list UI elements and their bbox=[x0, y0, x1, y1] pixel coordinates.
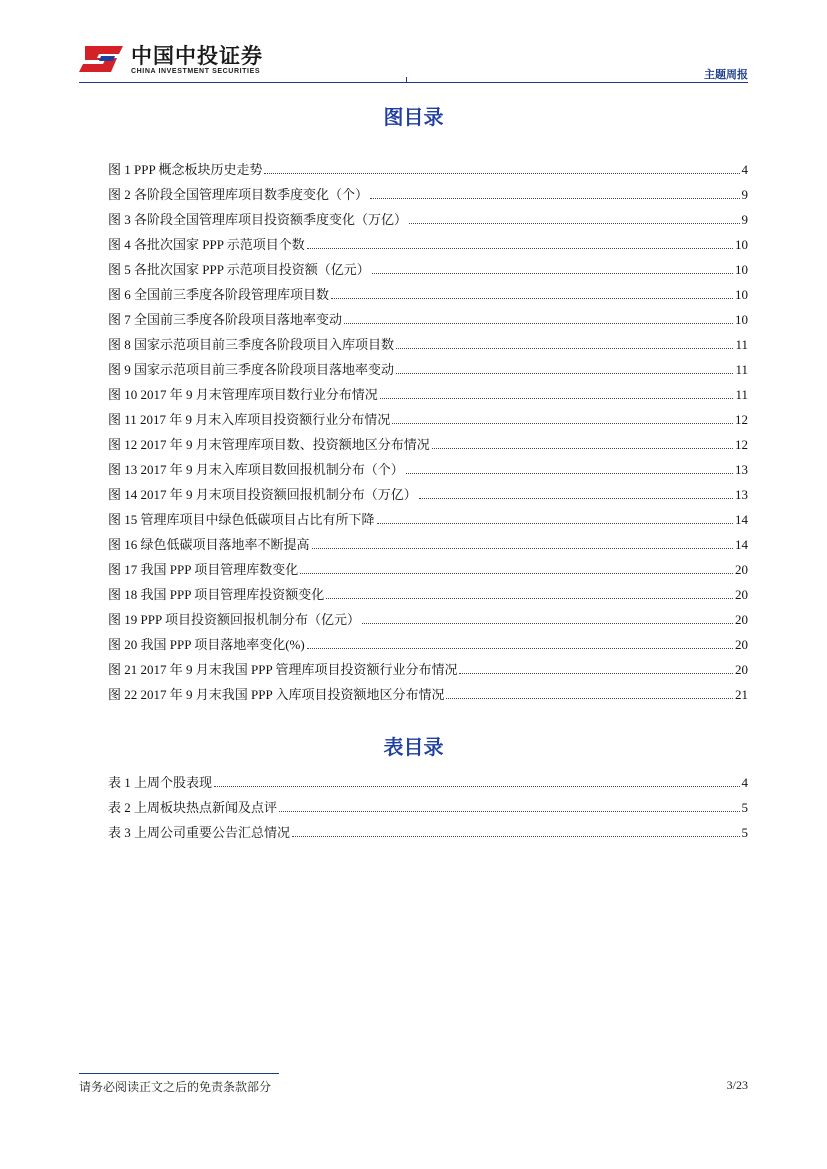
figure-index-entry[interactable] bbox=[108, 482, 748, 507]
entry-page-number: 9 bbox=[741, 212, 748, 227]
header-divider-tick bbox=[406, 77, 407, 82]
entry-label: 图 21 2017 年 9 月末我国 PPP 管理库项目投资额行业分布情况 bbox=[108, 662, 458, 677]
figure-index-entry[interactable] bbox=[108, 232, 748, 257]
entry-page-number: 12 bbox=[735, 412, 748, 427]
entry-label: 图 13 2017 年 9 月末入库项目数回报机制分布（个） bbox=[108, 462, 404, 477]
table-index-entry[interactable] bbox=[108, 770, 748, 795]
entry-page-number: 14 bbox=[735, 512, 748, 527]
header-divider bbox=[79, 82, 748, 83]
entry-label: 图 11 2017 年 9 月末入库项目投资额行业分布情况 bbox=[108, 412, 391, 427]
footer-disclaimer: 请务必阅读正文之后的免责条款部分 bbox=[79, 1080, 272, 1094]
entry-label: 图 20 我国 PPP 项目落地率变化(%) bbox=[108, 637, 305, 652]
entry-label: 图 15 管理库项目中绿色低碳项目占比有所下降 bbox=[108, 512, 375, 527]
figure-index-entry[interactable] bbox=[108, 182, 748, 207]
figure-index-list bbox=[108, 157, 748, 707]
dot-leader bbox=[396, 347, 733, 349]
entry-page-number: 11 bbox=[735, 362, 748, 377]
table-index-title: 表目录 bbox=[383, 735, 444, 759]
figure-index-entry[interactable] bbox=[108, 582, 748, 607]
logo-english-name: CHINA INVESTMENT SECURITIES bbox=[131, 68, 261, 75]
dot-leader bbox=[459, 672, 733, 674]
figure-index-entry[interactable] bbox=[108, 432, 748, 457]
dot-leader bbox=[326, 597, 733, 599]
entry-label: 图 22 2017 年 9 月末我国 PPP 入库项目投资额地区分布情况 bbox=[108, 687, 445, 702]
figure-index-entry[interactable] bbox=[108, 357, 748, 382]
entry-label: 图 19 PPP 项目投资额回报机制分布（亿元） bbox=[108, 612, 360, 627]
entry-page-number: 9 bbox=[741, 187, 748, 202]
entry-label: 图 10 2017 年 9 月末管理库项目数行业分布情况 bbox=[108, 387, 378, 402]
figure-index-entry[interactable] bbox=[108, 457, 748, 482]
dot-leader bbox=[380, 397, 734, 399]
figure-index-entry[interactable] bbox=[108, 157, 748, 182]
logo-mark-icon bbox=[79, 44, 125, 74]
entry-page-number: 11 bbox=[735, 387, 748, 402]
entry-label: 表 3 上周公司重要公告汇总情况 bbox=[108, 825, 291, 840]
dot-leader bbox=[362, 622, 733, 624]
entry-label: 图 3 各阶段全国管理库项目投资额季度变化（万亿） bbox=[108, 212, 408, 227]
entry-label: 图 1 PPP 概念板块历史走势 bbox=[108, 162, 263, 177]
entry-label: 图 14 2017 年 9 月末项目投资额回报机制分布（万亿） bbox=[108, 487, 417, 502]
entry-page-number: 4 bbox=[741, 162, 748, 177]
figure-index-entry[interactable] bbox=[108, 407, 748, 432]
dot-leader bbox=[300, 572, 733, 574]
dot-leader bbox=[377, 522, 733, 524]
entry-page-number: 20 bbox=[735, 637, 748, 652]
figure-index-entry[interactable] bbox=[108, 682, 748, 707]
dot-leader bbox=[392, 422, 733, 424]
entry-page-number: 12 bbox=[735, 437, 748, 452]
entry-page-number: 10 bbox=[735, 237, 748, 252]
entry-page-number: 11 bbox=[735, 337, 748, 352]
footer-page-number: 3/23 bbox=[726, 1078, 748, 1092]
figure-index-title: 图目录 bbox=[383, 105, 444, 129]
dot-leader bbox=[344, 322, 733, 324]
entry-label: 图 17 我国 PPP 项目管理库数变化 bbox=[108, 562, 299, 577]
dot-leader bbox=[292, 835, 739, 837]
dot-leader bbox=[406, 472, 733, 474]
entry-label: 表 2 上周板块热点新闻及点评 bbox=[108, 800, 278, 815]
entry-label: 图 8 国家示范项目前三季度各阶段项目入库项目数 bbox=[108, 337, 395, 352]
figure-index-entry[interactable] bbox=[108, 657, 748, 682]
entry-page-number: 10 bbox=[735, 262, 748, 277]
table-index-entry[interactable] bbox=[108, 795, 748, 820]
table-index-list bbox=[108, 770, 748, 845]
entry-page-number: 5 bbox=[741, 800, 748, 815]
dot-leader bbox=[419, 497, 733, 499]
dot-leader bbox=[214, 785, 739, 787]
table-index-entry[interactable] bbox=[108, 820, 748, 845]
dot-leader bbox=[396, 372, 733, 374]
dot-leader bbox=[331, 297, 733, 299]
logo-chinese-name: 中国中投证券 bbox=[131, 44, 263, 68]
dot-leader bbox=[432, 447, 733, 449]
entry-page-number: 13 bbox=[735, 487, 748, 502]
entry-page-number: 20 bbox=[735, 662, 748, 677]
figure-index-entry[interactable] bbox=[108, 382, 748, 407]
entry-page-number: 4 bbox=[741, 775, 748, 790]
entry-label: 图 12 2017 年 9 月末管理库项目数、投资额地区分布情况 bbox=[108, 437, 430, 452]
report-type: 主题周报 bbox=[704, 68, 748, 81]
entry-page-number: 10 bbox=[735, 287, 748, 302]
entry-page-number: 14 bbox=[735, 537, 748, 552]
dot-leader bbox=[312, 547, 733, 549]
dot-leader bbox=[372, 272, 733, 274]
dot-leader bbox=[279, 810, 739, 812]
entry-label: 图 7 全国前三季度各阶段项目落地率变动 bbox=[108, 312, 343, 327]
page-header bbox=[79, 44, 748, 84]
footer-divider bbox=[79, 1073, 279, 1074]
figure-index-entry[interactable] bbox=[108, 557, 748, 582]
entry-label: 图 18 我国 PPP 项目管理库投资额变化 bbox=[108, 587, 325, 602]
entry-label: 图 2 各阶段全国管理库项目数季度变化（个） bbox=[108, 187, 369, 202]
dot-leader bbox=[307, 247, 733, 249]
dot-leader bbox=[409, 222, 739, 224]
entry-label: 图 9 国家示范项目前三季度各阶段项目落地率变动 bbox=[108, 362, 395, 377]
figure-index-entry[interactable] bbox=[108, 307, 748, 332]
entry-label: 表 1 上周个股表现 bbox=[108, 775, 213, 790]
entry-page-number: 21 bbox=[735, 687, 748, 702]
entry-label: 图 16 绿色低碳项目落地率不断提高 bbox=[108, 537, 310, 552]
figure-index-entry[interactable] bbox=[108, 532, 748, 557]
figure-index-entry[interactable] bbox=[108, 332, 748, 357]
entry-page-number: 10 bbox=[735, 312, 748, 327]
dot-leader bbox=[307, 647, 733, 649]
figure-index-entry[interactable] bbox=[108, 507, 748, 532]
entry-page-number: 13 bbox=[735, 462, 748, 477]
figure-index-entry[interactable] bbox=[108, 207, 748, 232]
dot-leader bbox=[446, 697, 733, 699]
figure-index-entry[interactable] bbox=[108, 607, 748, 632]
company-logo bbox=[79, 44, 263, 75]
entry-label: 图 4 各批次国家 PPP 示范项目个数 bbox=[108, 237, 305, 252]
figure-index-entry[interactable] bbox=[108, 282, 748, 307]
entry-label: 图 6 全国前三季度各阶段管理库项目数 bbox=[108, 287, 330, 302]
entry-page-number: 20 bbox=[735, 562, 748, 577]
entry-page-number: 5 bbox=[741, 825, 748, 840]
dot-leader bbox=[370, 197, 739, 199]
entry-label: 图 5 各批次国家 PPP 示范项目投资额（亿元） bbox=[108, 262, 370, 277]
entry-page-number: 20 bbox=[735, 587, 748, 602]
entry-page-number: 20 bbox=[735, 612, 748, 627]
figure-index-entry[interactable] bbox=[108, 632, 748, 657]
dot-leader bbox=[264, 172, 739, 174]
figure-index-entry[interactable] bbox=[108, 257, 748, 282]
